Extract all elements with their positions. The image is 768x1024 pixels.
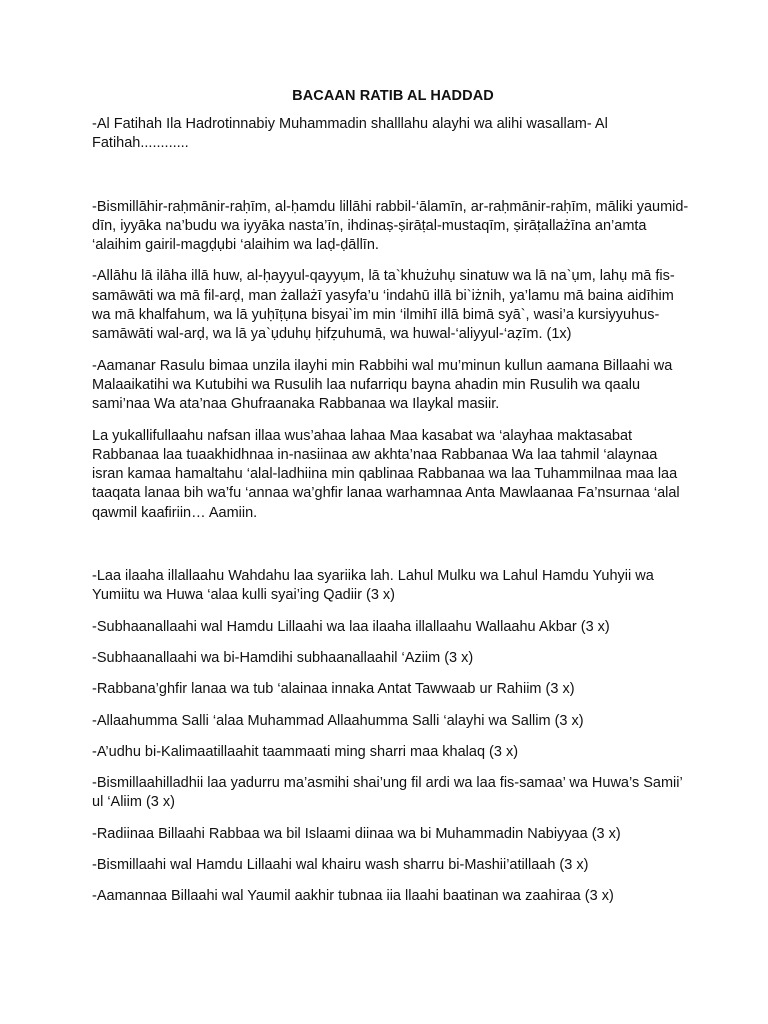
paragraph-laa-ilaaha: -Laa ilaaha illallaahu Wahdahu laa syariika lah. Lahul Mulku wa Lahul Hamdu Yuhyii wa Yumiitu wa Huwa ‘alaa kulli syai’ing Qadiir (3 x) [92, 568, 654, 604]
paragraph-bismillaahi-wal-hamdu: -Bismillaahi wal Hamdu Lillaahi wal khairu wash sharru bi-Mashii’atillaah (3 x) [92, 857, 589, 874]
spacer [92, 535, 692, 567]
paragraph-la-yukallifullaahu: La yukallifullaahu nafsan illaa wus’ahaa lahaa Maa kasabat wa ‘alayhaa maktasabat Rabbanaa laa tuaakhidhnaa in-nasiinaa aw akhta’naa Rabbanaa Wa laa tahmil ‘alaynaa isran kamaa hamaltahu ‘alal-ladhiina min qablinaa Rabbanaa wa laa Tuhammilnaa maa laa taaqata lanaa bih wa’fu ‘annaa wa’ghfir lanaa warhamnaa Anta Mawlaanaa Fa’nsurnaa ‘alal qawmil kaafiriin… Aamiin. [92, 427, 680, 521]
paragraph-subhaanallaahi-hamdu: -Subhaanallaahi wal Hamdu Lillaahi wa laa ilaaha illallaahu Wallaahu Akbar (3 x) [92, 618, 610, 635]
paragraph-radiinaa: -Radiinaa Billaahi Rabbaa wa bil Islaami diinaa wa bi Muhammadin Nabiyyaa (3 x) [92, 825, 621, 842]
paragraph-aamanar-rasulu: -Aamanar Rasulu bimaa unzila ilayhi min Rabbihi wal mu’minun kullun aamana Billaahi wa Malaaikatihi wa Kutubihi wa Rusulih laa nufarriqu bayna ahadin min Rusulih wa qaalu sami’naa Wa ata’naa Ghufraanaka Rabbanaa wa Ilaykal masiir. [92, 357, 673, 413]
paragraph-fatihah-dedication: -Al Fatihah Ila Hadrotinnabiy Muhammadin shalllahu alayhi wa alihi wasallam- Al Fatihah............ [92, 116, 608, 152]
paragraph-ayat-kursi: -Allāhu lā ilāha illā huw, al-ḥayyul-qayyụm, lā ta`khużuhụ sinatuw wa lā na`ụm, lahụ mā fis-samāwāti wa mā fil-arḍ, man żallażī yasyfa’u ‘indahū illā bi`iżnih, ya’lamu mā baina aidīhim wa mā khalfahum, wa lā yuḥīṭụna bisyai`im min ‘ilmihī illā bimā syā`, wasi’a kursiyyuhus-samāwāti wal-arḍ, wa lā ya`ụduhụ ḥifẓuhumā, wa huwal-‘aliyyul-‘aẓīm. (1x) [92, 268, 675, 343]
document-title: BACAAN RATIB AL HADDAD [292, 88, 494, 104]
document-page [92, 88, 692, 919]
paragraph-subhaanallaahi-bihamdihi: -Subhaanallaahi wa bi-Hamdihi subhaanallaahil ‘Aziim (3 x) [92, 649, 474, 666]
paragraph-allaahumma-salli: -Allaahumma Salli ‘alaa Muhammad Allaahumma Salli ‘alayhi wa Sallim (3 x) [92, 712, 584, 729]
paragraph-aamannaa: -Aamannaa Billaahi wal Yaumil aakhir tubnaa iia llaahi baatinan wa zaahiraa (3 x) [92, 888, 614, 905]
paragraph-bismillaahilladhii: -Bismillaahilladhii laa yadurru ma’asmihi shai’ung fil ardi wa laa fis-samaa’ wa Huwa’s Samii’ ul ‘Aliim (3 x) [92, 775, 683, 811]
paragraph-audhu: -A’udhu bi-Kalimaatillaahit taammaati ming sharri maa khalaq (3 x) [92, 743, 519, 760]
spacer [92, 166, 692, 198]
paragraph-al-fatihah: -Bismillāhir-raḥmānir-raḥīm, al-ḥamdu lillāhi rabbil-‘ālamīn, ar-raḥmānir-raḥīm, māliki yaumid-dīn, iyyāka na’budu wa iyyāka nasta’īn, ihdinaṣ-ṣirāṭal-mustaqīm, ṣirāṭallażīna an’amta ‘alaihim gairil-magḍụbi ‘alaihim wa laḍ-ḍāllīn. [92, 198, 689, 254]
paragraph-rabbanaghfir: -Rabbana’ghfir lanaa wa tub ‘alainaa innaka Antat Tawwaab ur Rahiim (3 x) [92, 681, 575, 698]
